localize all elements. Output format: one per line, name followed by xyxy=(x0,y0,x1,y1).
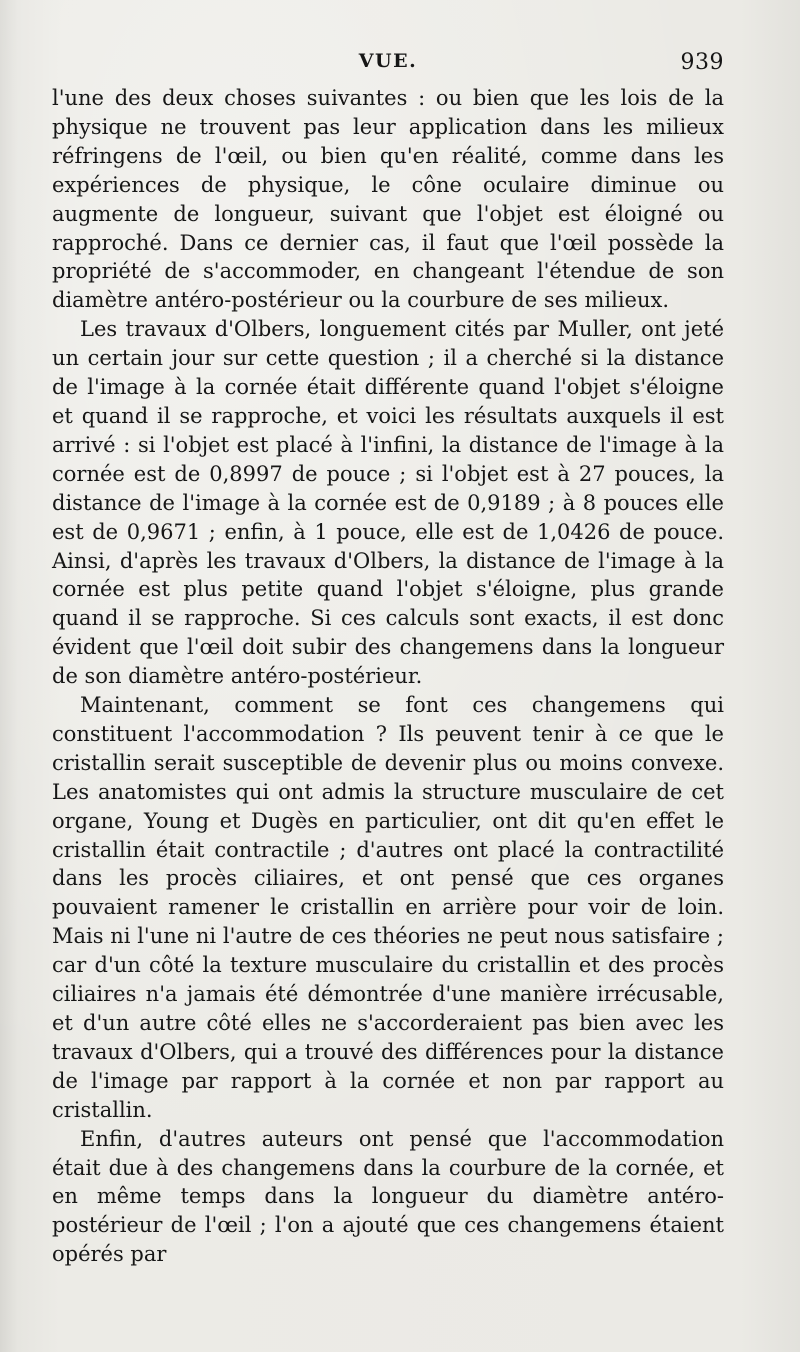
running-head xyxy=(52,50,724,80)
paragraph-accommodation-lens: Maintenant, comment se font ces changemens qui constituent l'accommodation ? Ils peuvent tenir à ce que le cristallin serait susceptible de devenir plus ou moins convexe. Les anatomistes qui ont admis la structure musculaire de cet organe, Young et Dugès en particulier, ont dit qu'en effet le cristallin était contractile ; d'autres ont placé la contractilité dans les procès ciliaires, et ont pensé que ces organes pouvaient ramener le cristallin en arrière pour voir de loin. Mais ni l'une ni l'autre de ces théories ne peut nous satisfaire ; car d'un côté la texture musculaire du cristallin et des procès ciliaires n'a jamais été démontrée d'une manière irrécusable, et d'un autre côté elles ne s'accorderaient pas bien avec les travaux d'Olbers, qui a trouvé des différences pour la distance de l'image par rapport à la cornée et non par rapport au cristallin. xyxy=(52,693,724,1122)
paragraph-accommodation-cornea: Enfin, d'autres auteurs ont pensé que l'accommodation était due à des changemens dans la courbure de la cornée, et en même temps dans la longueur du diamètre antéro-postérieur de l'œil ; l'on a ajouté que ces changemens étaient opérés par xyxy=(52,1126,724,1267)
running-head-title: VUE. xyxy=(358,50,418,72)
paragraph-olbers-results: Les travaux d'Olbers, longuement cités par Muller, ont jeté un certain jour sur cette question ; il a cherché si la distance de l'image à la cornée était différente quand l'objet s'éloigne et quand il se rapproche, et voici les résultats auxquels il est arrivé : si l'objet est placé à l'infini, la distance de l'image à la cornée est de 0,8997 de pouce ; si l'objet est à 27 pouces, la distance de l'image à la cornée est de 0,9189 ; à 8 pouces elle est de 0,9671 ; enfin, à 1 pouce, elle est de 1,0426 de pouce. Ainsi, d'après les travaux d'Olbers, la distance de l'image à la cornée est plus petite quand l'objet s'éloigne, plus grande quand il se rapproche. Si ces calculs sont exacts, il est donc évident que l'œil doit subir des changemens dans la longueur de son diamètre antéro-postérieur. xyxy=(52,317,724,689)
paragraph-continued: l'une des deux choses suivantes : ou bien que les lois de la physique ne trouvent pas leur application dans les milieux réfringens de l'œil, ou bien qu'en réalité, comme dans les expériences de physique, le cône oculaire diminue ou augmente de longueur, suivant que l'objet est éloigné ou rapproché. Dans ce dernier cas, il faut que l'œil possède la propriété de s'accommoder, en changeant l'étendue de son diamètre antéro-postérieur ou la courbure de ses milieux. xyxy=(52,86,724,313)
page-number: 939 xyxy=(680,50,724,75)
body-text xyxy=(52,84,724,1269)
